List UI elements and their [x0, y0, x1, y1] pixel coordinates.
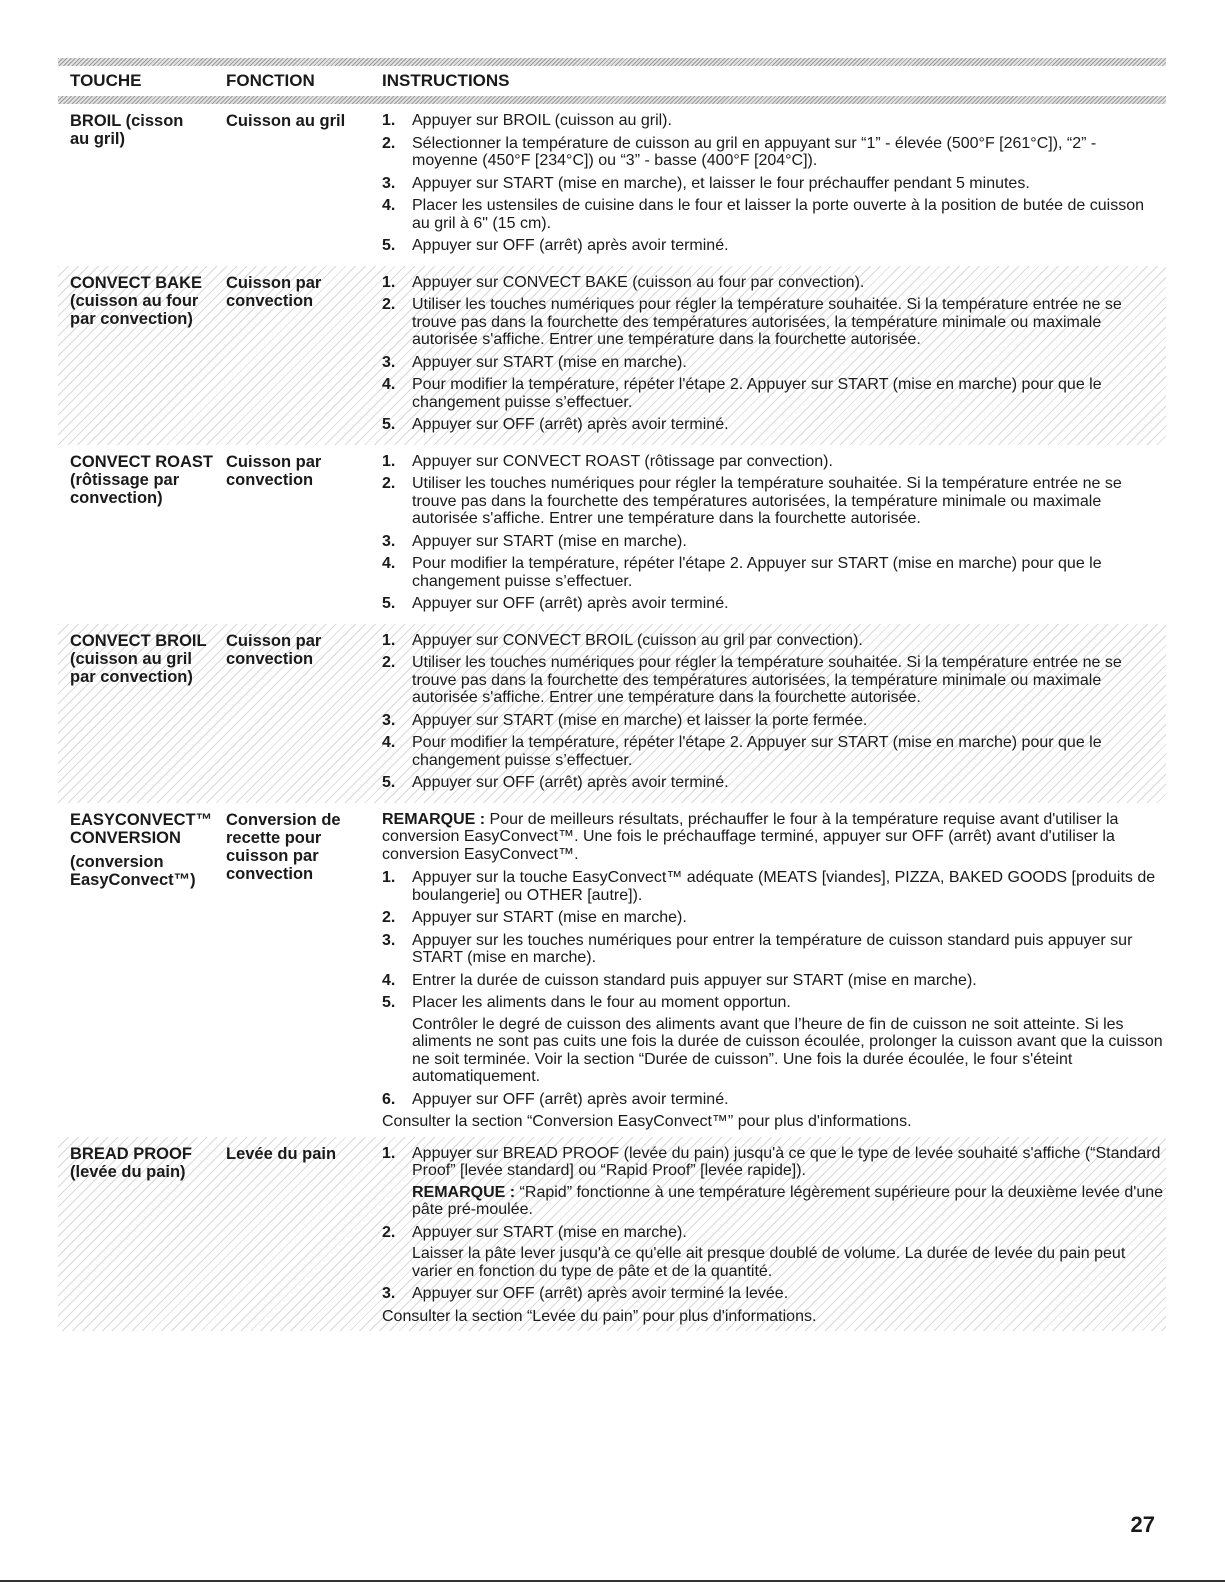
- step-text: Entrer la durée de cuisson standard puis appuyer sur START (mise en marche).: [412, 971, 977, 989]
- step-text: Pour modifier la température, répéter l'étape 2. Appuyer sur START (mise en marche) pour que le changement puisse s’effectuer.: [412, 734, 1102, 769]
- key-label: CONVECT ROAST: [70, 452, 214, 471]
- step-text-block: [412, 135, 1166, 170]
- subnote-text: Laisser la pâte lever jusqu'à ce qu'elle ait presque doublé de volume. La durée de levée du pain peut varier en fonction du type de pâte et de la quantité.: [412, 1245, 1126, 1280]
- step-item: [382, 296, 1166, 349]
- step-text-block: [412, 376, 1166, 411]
- table-row: [58, 624, 1166, 803]
- step-number: 1.: [382, 273, 396, 291]
- step-text: Appuyer sur START (mise en marche).: [412, 353, 687, 371]
- step-text-block: [412, 734, 1166, 769]
- function-label: Levée du pain: [226, 1144, 337, 1163]
- table-row: [58, 1137, 1166, 1332]
- step-number: 4.: [382, 197, 396, 214]
- step-item: [382, 869, 1166, 904]
- step-text-block: [412, 972, 1166, 990]
- steps-list: [382, 869, 1166, 1108]
- step-number: 3.: [382, 174, 396, 192]
- step-item: [382, 237, 1166, 255]
- step-number: 5.: [382, 774, 396, 791]
- key-label: EASYCONVECT™: [70, 810, 213, 829]
- instructions-cell: [382, 112, 1166, 260]
- step-text: Appuyer sur OFF (arrêt) après avoir terminé.: [412, 1090, 729, 1108]
- key-cell: [58, 453, 226, 618]
- steps-list: [382, 112, 1166, 255]
- instructions-cell: [382, 1145, 1166, 1326]
- step-item: [382, 712, 1166, 730]
- step-text-block: [412, 475, 1166, 528]
- step-item: [382, 632, 1166, 650]
- function-table: [58, 58, 1166, 1331]
- step-number: 6.: [382, 1090, 396, 1108]
- key-label: CONVECT BROIL: [70, 631, 207, 650]
- function-label: Cuisson par: [226, 273, 322, 292]
- step-text-block: [412, 555, 1166, 590]
- step-text: Appuyer sur START (mise en marche).: [412, 909, 687, 926]
- step-text-block: [412, 197, 1166, 232]
- step-item: [382, 475, 1166, 528]
- function-label: convection: [226, 291, 314, 310]
- key-sublabel: EasyConvect™): [70, 870, 196, 889]
- step-text: Appuyer sur OFF (arrêt) après avoir terminé.: [412, 595, 729, 612]
- function-cell: [226, 811, 382, 1131]
- step-text: Appuyer sur START (mise en marche).: [412, 1223, 687, 1241]
- step-text-block: [412, 932, 1166, 967]
- header-fonction: FONCTION: [226, 71, 315, 90]
- step-text-block: [412, 1091, 1166, 1109]
- key-label: BREAD PROOF: [70, 1144, 192, 1163]
- subnote-text: Contrôler le degré de cuisson des aliments avant que l’heure de fin de cuisson ne soit atteinte. Si les aliments ne sont pas cuits une fois la durée de cuisson écoulée, prolonger la cuisson avant que la cuisson ne soit terminée. Voir la section “Durée de cuisson”. Une fois la durée écoulée, le four s'éteint automatiquement.: [412, 1015, 1163, 1085]
- step-number: 3.: [382, 532, 396, 550]
- step-text: Appuyer sur START (mise en marche) et laisser la porte fermée.: [412, 711, 868, 729]
- remark-label: REMARQUE :: [382, 810, 486, 828]
- step-number: 5.: [382, 416, 396, 433]
- function-label: convection: [226, 864, 314, 883]
- key-label: CONVERSION: [70, 828, 181, 847]
- step-item: [382, 1224, 1166, 1281]
- key-label: (cuisson au gril: [70, 649, 192, 668]
- step-item: [382, 734, 1166, 769]
- step-item: [382, 774, 1166, 792]
- key-label: par convection): [70, 667, 193, 686]
- step-text: Pour modifier la température, répéter l'étape 2. Appuyer sur START (mise en marche) pour que le changement puisse s’effectuer.: [412, 555, 1102, 590]
- key-label: au gril): [70, 130, 126, 148]
- step-item: [382, 555, 1166, 590]
- remark-text: Pour de meilleurs résultats, préchauffer le four à la température requise avant d'utiliser la conversion EasyConvect™. Une fois le préchauffage terminé, appuyer sur OFF (arrêt) avant d'utiliser la conversion EasyConvect™.: [382, 810, 1119, 863]
- step-text: Appuyer sur la touche EasyConvect™ adéquate (MEATS [viandes], PIZZA, BAKED GOODS [produits de boulangerie] ou OTHER [autre]).: [412, 869, 1156, 904]
- step-number: 1.: [382, 869, 396, 886]
- step-text-block: [412, 237, 1166, 255]
- step-item: [382, 175, 1166, 193]
- step-item: [382, 932, 1166, 967]
- step-subnote: [412, 1245, 1166, 1280]
- step-item: [382, 1285, 1166, 1303]
- step-text: Appuyer sur BREAD PROOF (levée du pain) jusqu'à ce que le type de levée souhaité s'affiche (“Standard Proof” [levée standard] ou “Rapid Proof” [levée rapide]).: [412, 1144, 1161, 1179]
- key-cell: [58, 811, 226, 1131]
- step-item: [382, 135, 1166, 170]
- key-cell: [58, 274, 226, 439]
- key-label: convection): [70, 488, 163, 507]
- step-number: 5.: [382, 237, 396, 254]
- see-also-note: Consulter la section “Conversion EasyConvect™” pour plus d'informations.: [382, 1113, 912, 1130]
- steps-list: [382, 274, 1166, 434]
- step-number: 1.: [382, 112, 396, 129]
- table-header: [58, 66, 1166, 96]
- step-subnote: [412, 1184, 1166, 1219]
- remark-note: [382, 811, 1166, 864]
- step-text-block: [412, 595, 1166, 613]
- key-label: par convection): [70, 309, 193, 328]
- table-row: [58, 445, 1166, 624]
- function-label: recette pour: [226, 828, 322, 847]
- step-text-block: [412, 175, 1166, 193]
- step-text: Appuyer sur OFF (arrêt) après avoir terminé.: [412, 774, 729, 791]
- step-text: Appuyer sur START (mise en marche), et laisser le four préchauffer pendant 5 minutes.: [412, 174, 1030, 192]
- key-sublabel: (conversion: [70, 852, 164, 871]
- function-cell: [226, 632, 382, 797]
- step-text: Sélectionner la température de cuisson au gril en appuyant sur “1” - élevée (500°F [261°C]), “2” - moyenne (450°F [234°C]) ou “3” - basse (400°F [204°C]).: [412, 134, 1097, 169]
- key-cell: [58, 112, 226, 260]
- function-cell: [226, 453, 382, 618]
- function-cell: [226, 112, 382, 260]
- key-cell: [58, 1145, 226, 1326]
- header-bottom-rule: [58, 96, 1166, 104]
- step-text-block: [412, 1145, 1166, 1219]
- step-text-block: [412, 274, 1166, 292]
- step-number: 3.: [382, 931, 396, 949]
- step-item: [382, 453, 1166, 471]
- function-label: convection: [226, 470, 314, 489]
- function-cell: [226, 1145, 382, 1326]
- step-text-block: [412, 453, 1166, 471]
- step-text: Appuyer sur OFF (arrêt) après avoir terminé.: [412, 416, 729, 433]
- step-text: Appuyer sur START (mise en marche).: [412, 532, 687, 550]
- function-label: Conversion de: [226, 810, 341, 829]
- step-number: 4.: [382, 734, 396, 751]
- step-number: 3.: [382, 1285, 396, 1302]
- step-text-block: [412, 994, 1166, 1086]
- instructions-cell: [382, 274, 1166, 439]
- step-item: [382, 595, 1166, 613]
- step-item: [382, 909, 1166, 927]
- step-text: Appuyer sur OFF (arrêt) après avoir terminé.: [412, 237, 729, 254]
- see-also-note: Consulter la section “Levée du pain” pour plus d'informations.: [382, 1307, 817, 1325]
- step-text: Appuyer sur CONVECT BAKE (cuisson au four par convection).: [412, 273, 865, 291]
- step-number: 2.: [382, 909, 396, 926]
- bottom-rule: [0, 1580, 1225, 1582]
- function-label: Cuisson par: [226, 631, 322, 650]
- step-text-block: [412, 712, 1166, 730]
- header-instructions: INSTRUCTIONS: [382, 71, 510, 90]
- step-subnote: [412, 1016, 1166, 1086]
- key-cell: [58, 632, 226, 797]
- step-text-block: [412, 296, 1166, 349]
- step-item: [382, 533, 1166, 551]
- steps-list: [382, 453, 1166, 613]
- step-item: [382, 994, 1166, 1086]
- step-text-block: [412, 533, 1166, 551]
- key-label: (levée du pain): [70, 1162, 186, 1181]
- step-number: 2.: [382, 134, 396, 152]
- subnote-label: REMARQUE :: [412, 1183, 516, 1201]
- step-number: 1.: [382, 631, 396, 649]
- step-item: [382, 1091, 1166, 1109]
- step-text: Placer les ustensiles de cuisine dans le four et laisser la porte ouverte à la position de butée de cuisson au gril à 6" (15 cm).: [412, 197, 1144, 232]
- table-row: [58, 803, 1166, 1137]
- step-text-block: [412, 654, 1166, 707]
- function-cell: [226, 274, 382, 439]
- step-item: [382, 197, 1166, 232]
- instructions-cell: [382, 632, 1166, 797]
- header-top-rule: [58, 58, 1166, 66]
- step-item: [382, 1145, 1166, 1219]
- function-label: Cuisson au gril: [226, 112, 346, 130]
- step-item: [382, 274, 1166, 292]
- step-item: [382, 354, 1166, 372]
- table-row: [58, 266, 1166, 445]
- step-number: 5.: [382, 994, 396, 1011]
- step-text: Pour modifier la température, répéter l'étape 2. Appuyer sur START (mise en marche) pour que le changement puisse s’effectuer.: [412, 376, 1102, 411]
- function-label: convection: [226, 649, 314, 668]
- step-text-block: [412, 1224, 1166, 1281]
- step-number: 4.: [382, 555, 396, 572]
- step-text-block: [412, 869, 1166, 904]
- steps-list: [382, 1145, 1166, 1303]
- step-text: Appuyer sur CONVECT BROIL (cuisson au gril par convection).: [412, 631, 863, 649]
- step-text: Utiliser les touches numériques pour régler la température souhaitée. Si la température entrée ne se trouve pas dans la fourchette des températures autorisées, la température minimale ou maximale autorisée s'affiche. Entrer une température dans la fourchette autorisée.: [412, 296, 1122, 348]
- table-row: [58, 104, 1166, 266]
- step-number: 2.: [382, 654, 396, 671]
- step-item: [382, 376, 1166, 411]
- step-number: 2.: [382, 296, 396, 313]
- step-text-block: [412, 632, 1166, 650]
- key-label: BROIL (cisson: [70, 112, 184, 130]
- key-label: (cuisson au four: [70, 291, 199, 310]
- step-text-block: [412, 112, 1166, 130]
- step-text: Appuyer sur BROIL (cuisson au gril).: [412, 112, 672, 129]
- page-number: 27: [1130, 1512, 1155, 1537]
- step-text-block: [412, 1285, 1166, 1303]
- step-number: 4.: [382, 376, 396, 393]
- step-item: [382, 112, 1166, 130]
- steps-list: [382, 632, 1166, 792]
- header-touche: TOUCHE: [70, 71, 142, 90]
- step-item: [382, 416, 1166, 434]
- step-text-block: [412, 416, 1166, 434]
- step-text: Appuyer sur OFF (arrêt) après avoir terminé la levée.: [412, 1285, 789, 1302]
- table-body: [58, 104, 1166, 1331]
- step-item: [382, 972, 1166, 990]
- step-text: Utiliser les touches numériques pour régler la température souhaitée. Si la température entrée ne se trouve pas dans la fourchette des températures autorisées, la température minimale ou maximale autorisée s'affiche. Entrer une température dans la fourchette autorisée.: [412, 475, 1122, 527]
- key-label: CONVECT BAKE: [70, 273, 203, 292]
- subnote-text: “Rapid” fonctionne à une température légèrement supérieure pour la deuxième levée d'une pâte pré-moulée.: [412, 1183, 1164, 1218]
- step-number: 1.: [382, 452, 396, 470]
- instructions-cell: [382, 811, 1166, 1131]
- instructions-cell: [382, 453, 1166, 618]
- step-text: Appuyer sur CONVECT ROAST (rôtissage par convection).: [412, 452, 833, 470]
- step-number: 3.: [382, 711, 396, 729]
- function-label: cuisson par: [226, 846, 319, 865]
- step-item: [382, 654, 1166, 707]
- step-text-block: [412, 909, 1166, 927]
- step-text: Appuyer sur les touches numériques pour entrer la température de cuisson standard puis appuyer sur START (mise en marche).: [412, 931, 1133, 966]
- step-number: 2.: [382, 1223, 396, 1241]
- step-text-block: [412, 774, 1166, 792]
- step-number: 5.: [382, 595, 396, 612]
- step-text: Placer les aliments dans le four au moment opportun.: [412, 994, 791, 1011]
- step-number: 1.: [382, 1144, 396, 1162]
- step-number: 3.: [382, 353, 396, 371]
- function-label: Cuisson par: [226, 452, 322, 471]
- key-label: (rôtissage par: [70, 470, 180, 489]
- step-text: Utiliser les touches numériques pour régler la température souhaitée. Si la température entrée ne se trouve pas dans la fourchette des températures autorisées, la température minimale ou maximale autorisée s'affiche. Entrer une température dans la fourchette autorisée.: [412, 654, 1122, 706]
- step-number: 4.: [382, 971, 396, 989]
- step-number: 2.: [382, 475, 396, 492]
- step-text-block: [412, 354, 1166, 372]
